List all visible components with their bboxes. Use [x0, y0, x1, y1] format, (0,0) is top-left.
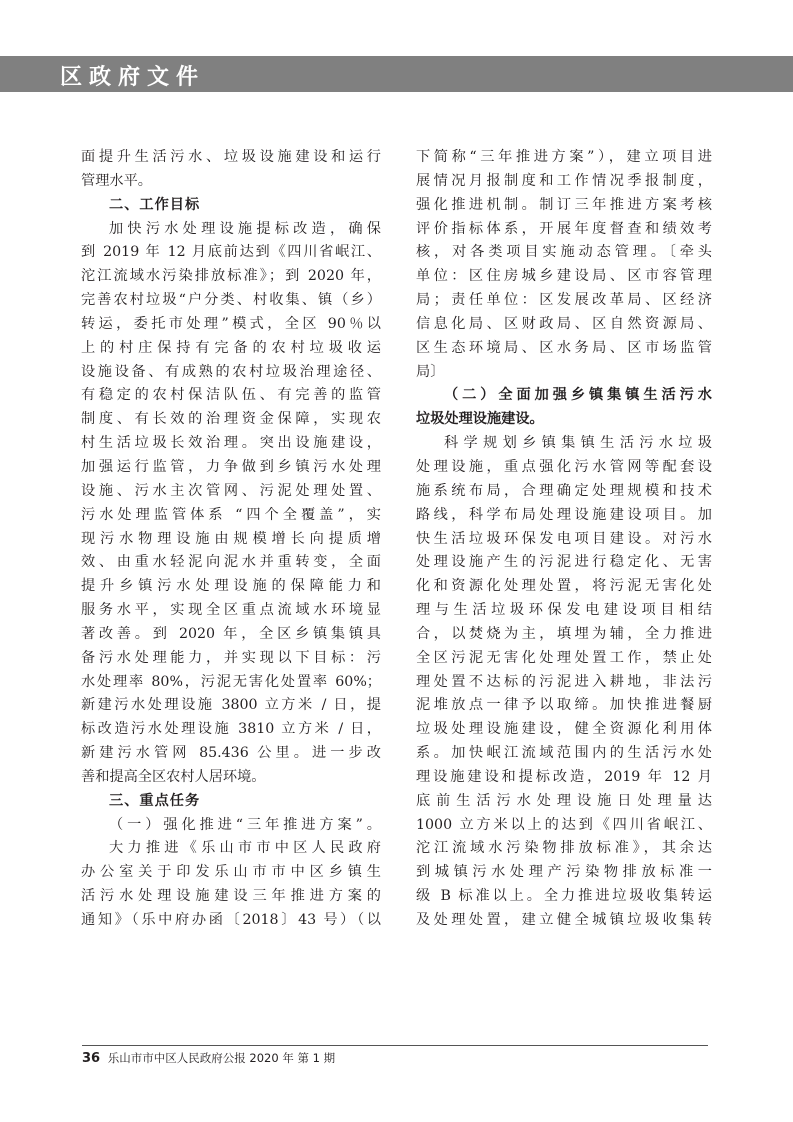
text-line: 到城镇污水处理产污染物排放标准一: [416, 864, 712, 881]
text-line: 级 B 标准以上。全力推进垃圾收集转运: [416, 888, 712, 905]
text-line: 提升乡镇污水处理设施的保障能力和: [81, 578, 381, 595]
text-line: 加强运行监管，力争做到乡镇污水处理: [81, 458, 381, 475]
text-line: 办公室关于印发乐山市市中区乡镇生: [81, 864, 381, 881]
text-line: 新建污水管网 85.436 公里。进一步改: [81, 745, 381, 762]
text-line: 区生态环境局、区水务局、区市场监管: [416, 339, 712, 356]
text-line: 转运，委托市处理”模式，全区 90％以: [81, 315, 381, 332]
section-heading: 三、重点任务: [109, 792, 201, 809]
left-column: [81, 146, 381, 933]
text-line: 管理水平。: [81, 172, 152, 189]
section-heading: （一）强化推进“三年推进方案”。: [109, 816, 381, 833]
text-line: 理与生活垃圾环保发电建设项目相结: [416, 602, 712, 619]
footer: [82, 1050, 335, 1066]
text-line: 底前生活污水处理设施日处理量达: [416, 792, 712, 809]
text-line: 科学规划乡镇集镇生活污水垃圾: [444, 435, 712, 452]
text-line: 垃圾处理设施建设，健全资源化利用体: [416, 721, 712, 738]
text-line: 展情况月报制度和工作情况季报制度，: [416, 172, 712, 189]
text-line: 合，以焚烧为主，填埋为辅，全力推进: [416, 625, 712, 642]
text-line: 到 2019 年 12 月底前达到《四川省岷江、: [81, 244, 381, 261]
section-heading: （二）全面加强乡镇集镇生活污水: [444, 387, 712, 404]
text-line: 泥堆放点一律予以取缔。加快推进餐厨: [416, 697, 712, 714]
publication-name: 乐山市市中区人民政府公报 2020 年 第 1 期: [107, 1051, 336, 1065]
text-line: 单位：区住房城乡建设局、区市容管理: [416, 268, 712, 285]
text-line: 核，对各类项目实施动态管理。〔牵头: [416, 244, 712, 261]
text-line: 大力推进《乐山市市中区人民政府: [109, 840, 381, 857]
text-line: 水处理率 80%，污泥无害化处置率 60%；: [81, 673, 381, 690]
text-line: 强化推进机制。制订三年推进方案考核: [416, 196, 712, 213]
text-line: 活污水处理设施建设三年推进方案的: [81, 888, 381, 905]
text-line: 通知》（乐中府办函〔2018〕43 号）（以: [81, 912, 381, 928]
text-line: 系。加快岷江流域范围内的生活污水处: [416, 745, 712, 762]
text-line: 标改造污水处理设施 3810 立方米 / 日，: [81, 721, 381, 738]
text-line: 处理设施产生的污泥进行稳定化、无害: [416, 554, 712, 571]
section-title: 区政府文件: [60, 65, 206, 90]
text-line: 完善农村垃圾“户分类、村收集、镇（乡）: [81, 292, 381, 309]
text-line: 面提升生活污水、垃圾设施建设和运行: [81, 149, 381, 165]
text-line: 路线，科学布局处理设施建设项目。加: [416, 506, 712, 523]
text-line: 著改善。到 2020 年，全区乡镇集镇具: [81, 625, 381, 642]
text-line: 理设施建设和提标改造，2019 年 12 月: [416, 768, 712, 785]
text-line: 设施设备、有成熟的农村垃圾治理途径、: [81, 363, 381, 380]
text-line: 全区污泥无害化处理处置工作，禁止处: [416, 649, 712, 666]
text-line: 评价指标体系，开展年度督查和绩效考: [416, 220, 712, 237]
text-line: 沱江流域水污染排放标准》；到 2020 年，: [81, 268, 381, 285]
text-line: 上的村庄保持有完备的农村垃圾收运: [81, 339, 381, 356]
page-number: 36: [82, 1051, 101, 1066]
text-line: 沱江流域水污染物排放标准》，其余达: [416, 840, 712, 857]
text-line: 制度、有长效的治理资金保障，实现农: [81, 411, 381, 428]
text-line: 服务水平，实现全区重点流域水环境显: [81, 602, 381, 619]
text-line: 新建污水处理设施 3800 立方米 / 日，提: [81, 697, 381, 714]
text-line: 备污水处理能力，并实现以下目标：污: [81, 649, 381, 666]
footer-divider: [82, 1045, 708, 1046]
text-line: 施系统布局，合理确定处理规模和技术: [416, 482, 712, 499]
text-line: 局；责任单位：区发展改革局、区经济: [416, 292, 712, 309]
text-line: 现污水物理设施由规模增长向提质增: [81, 530, 381, 547]
text-line: 局〕: [416, 363, 445, 380]
right-column: [416, 146, 712, 933]
text-line: 化和资源化处理处置，将污泥无害化处: [416, 578, 712, 595]
text-line: 及处理处置，建立健全城镇垃圾收集转: [416, 912, 712, 928]
text-line: 信息化局、区财政局、区自然资源局、: [416, 315, 712, 332]
text-line: 有稳定的农村保洁队伍、有完善的监管: [81, 387, 381, 404]
text-line: 村生活垃圾长效治理。突出设施建设，: [81, 435, 381, 452]
text-line: 善和提高全区农村人居环境。: [81, 768, 266, 785]
section-heading: 垃圾处理设施建设。: [416, 411, 544, 428]
text-line: 理处置不达标的污泥进入耕地，非法污: [416, 673, 712, 690]
text-line: 1000 立方米以上的达到《四川省岷江、: [416, 816, 712, 833]
text-line: 污水处理监管体系 “四个全覆盖”，实: [81, 506, 381, 523]
text-line: 设施、污水主次管网、污泥处理处置、: [81, 482, 381, 499]
text-line: 快生活垃圾环保发电项目建设。对污水: [416, 530, 712, 547]
text-line: 处理设施，重点强化污水管网等配套设: [416, 458, 712, 475]
text-line: 加快污水处理设施提标改造，确保: [109, 220, 381, 237]
text-line: 效、由重水轻泥向泥水并重转变，全面: [81, 554, 381, 571]
section-heading: 二、工作目标: [109, 196, 201, 213]
text-line: 下简称“三年推进方案”），建立项目进: [416, 149, 712, 165]
